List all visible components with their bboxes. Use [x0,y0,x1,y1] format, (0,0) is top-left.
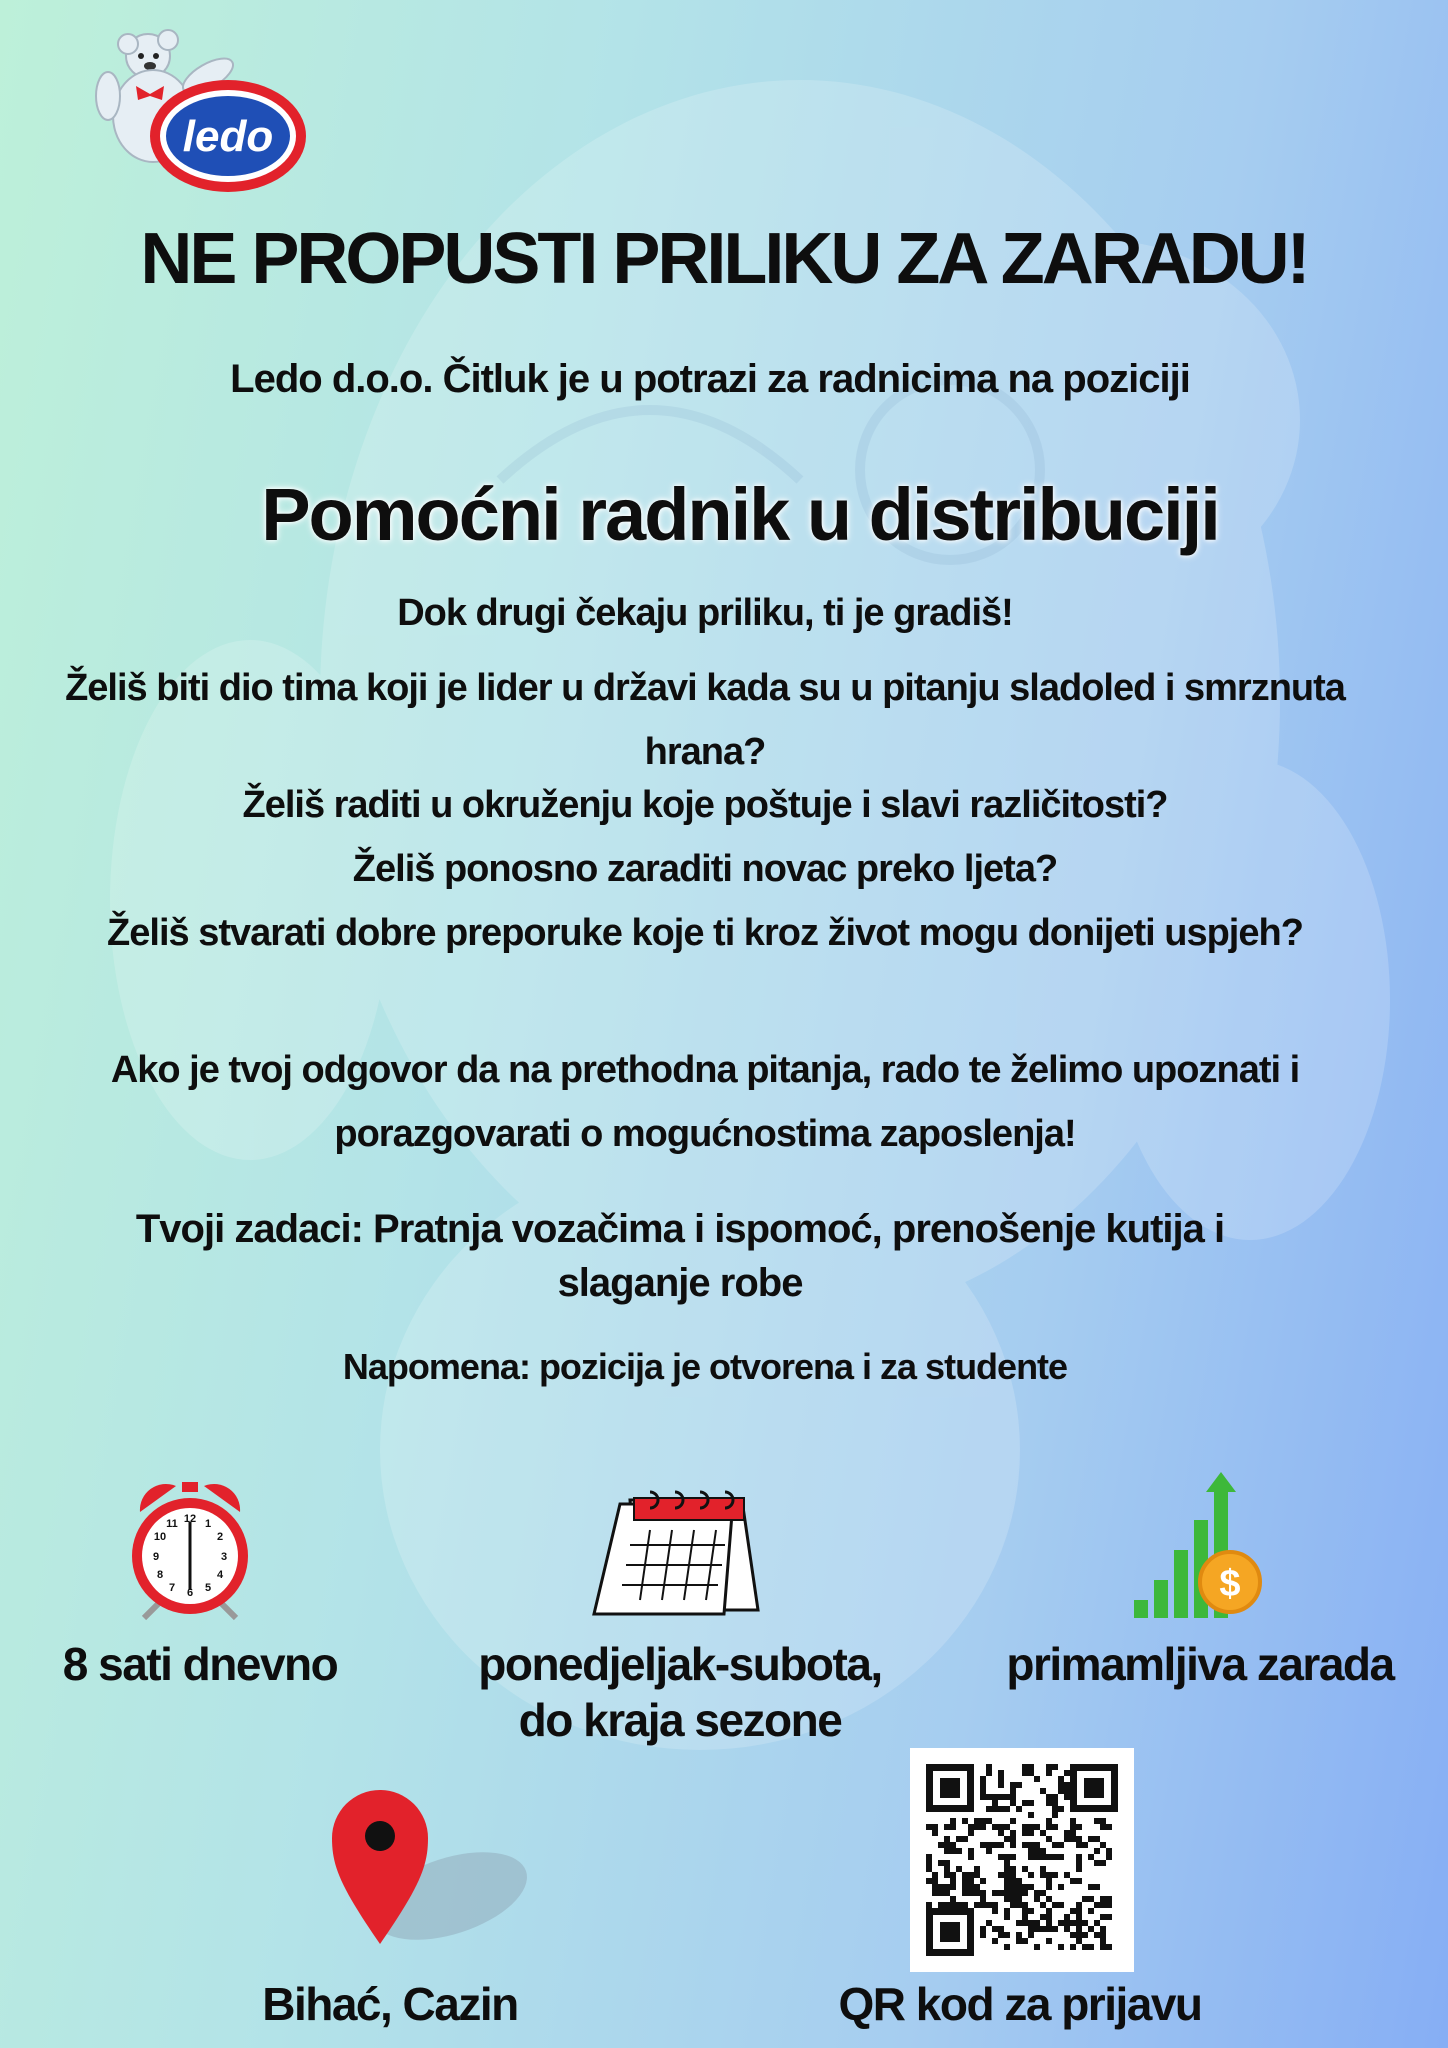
question-1: Dok drugi čekaju priliku, ti je gradiš! [397,592,1013,634]
svg-text:1: 1 [204,1518,212,1530]
feature-days-line1: ponedjeljak-subota, [478,1638,882,1690]
alarm-clock-icon [122,1472,258,1622]
svg-text:3: 3 [220,1551,228,1563]
svg-text:6: 6 [186,1587,194,1599]
feature-hours-label: 8 sati dnevno [62,1638,338,1690]
intro-text: Ledo d.o.o. Čitluk je u potrazi za radnicima na poziciji [230,357,1190,401]
qr-label: QR kod za prijavu [838,1978,1202,2030]
svg-text:5: 5 [204,1582,212,1594]
qr-code-icon[interactable] [910,1748,1134,1972]
question-5: Želiš stvarati dobre preporuke koje ti kroz život mogu donijeti uspjeh? [107,912,1303,954]
ledo-logo [78,26,308,196]
svg-text:12: 12 [183,1513,197,1525]
feature-days-label [440,1636,920,1748]
location-label: Bihać, Cazin [262,1978,518,2030]
answer-text: Ako je tvoj odgovor da na prethodna pitanja, rado te želimo upoznati i porazgovarati o mogućnostima zaposlenja! [110,1049,1300,1155]
feature-days-line2: do kraja sezone [518,1694,842,1746]
svg-text:9: 9 [152,1551,160,1563]
svg-text:2: 2 [216,1531,224,1543]
svg-text:ledo: ledo [182,112,274,161]
growth-chart-icon [1130,1470,1270,1620]
position-title: Pomoćni radnik u distribuciji [261,473,1219,556]
calendar-icon [590,1490,760,1620]
question-3: Želiš raditi u okruženju koje poštuje i slavi različitosti? [242,784,1168,826]
svg-text:7: 7 [168,1582,176,1594]
svg-text:11: 11 [166,1518,178,1530]
svg-text:10: 10 [153,1531,167,1543]
svg-text:8: 8 [156,1569,164,1581]
feature-pay-label: primamljiva zarada [1006,1638,1394,1690]
map-pin-icon [320,1786,540,1946]
svg-text:$: $ [1219,1563,1241,1605]
headline: NE PROPUSTI PRILIKU ZA ZARADU! [140,219,1308,299]
svg-text:4: 4 [216,1569,224,1581]
question-4: Želiš ponosno zaraditi novac preko ljeta? [352,848,1058,890]
question-2: Želiš biti dio tima koji je lider u državi kada su u pitanju sladoled i smrznuta hrana? [65,667,1345,773]
tasks-text: Tvoji zadaci: Pratnja vozačima i ispomoć, prenošenje kutija i slaganje robe [135,1207,1225,1305]
note-text: Napomena: pozicija je otvorena i za studente [342,1346,1068,1387]
